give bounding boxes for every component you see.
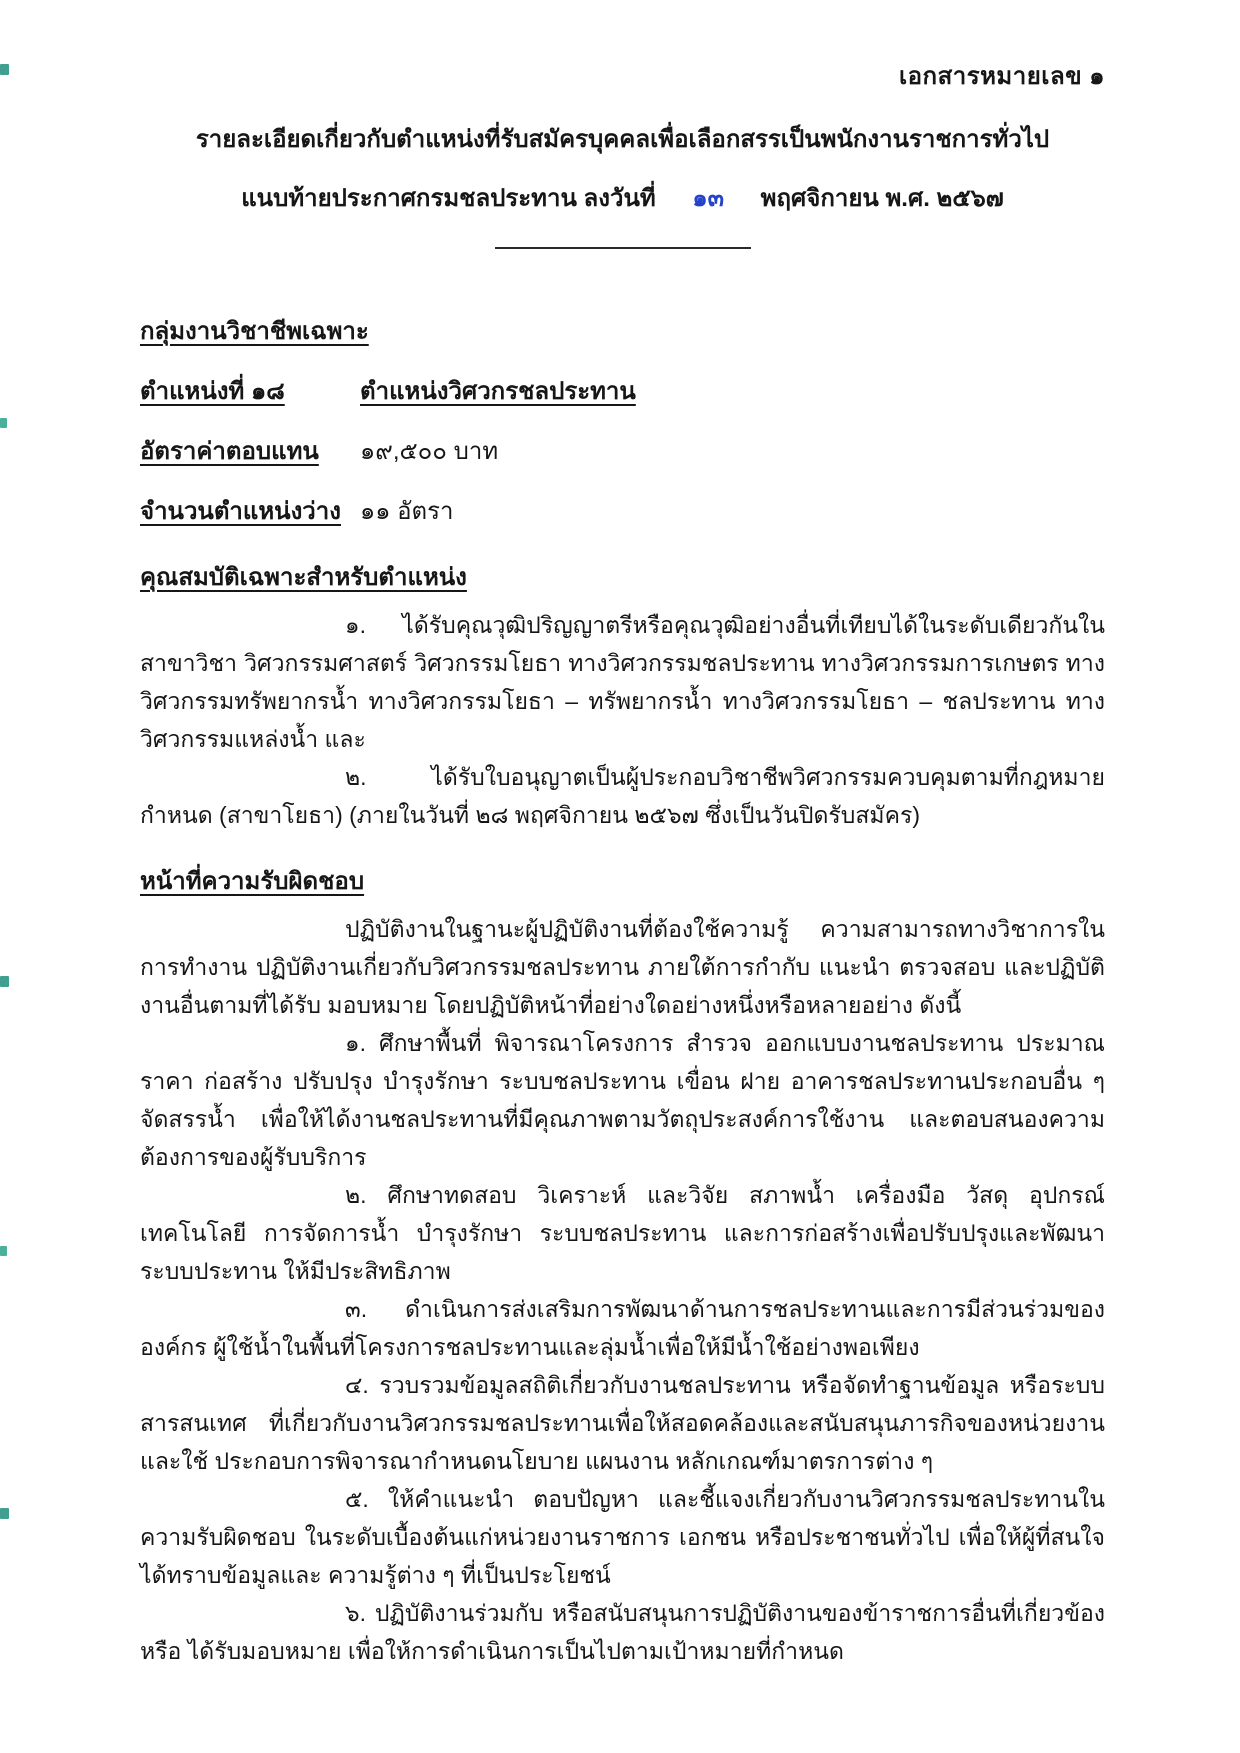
qualifications-heading: คุณสมบัติเฉพาะสำหรับตำแหน่ง <box>140 564 467 591</box>
scan-artifact <box>0 64 9 75</box>
job-group-heading: กลุ่มงานวิชาชีพเฉพาะ <box>140 318 369 345</box>
position-title-value: ตำแหน่งวิศวกรชลประทาน <box>360 378 636 405</box>
scan-artifact <box>0 418 7 428</box>
subtitle-suffix: พฤศจิกายน พ.ศ. ๒๕๖๗ <box>760 185 1004 212</box>
document-body <box>140 311 1105 1670</box>
qualification-item-2: ๒. ได้รับใบอนุญาตเป็นผู้ประกอบวิชาชีพวิศวกรรมควบคุมตามที่กฎหมายกำหนด (สาขาโยธา) (ภายในวันที่ ๒๘ พฤศจิกายน ๒๕๖๗ ซึ่งเป็นวันปิดรับสมัคร) <box>140 764 1105 828</box>
duty-item-5: ๕. ให้คำแนะนำ ตอบปัญหา และชี้แจงเกี่ยวกับงานวิศวกรรมชลประทานในความรับผิดชอบ ในระดับเบื้องต้นแก่หน่วยงานราชการ เอกชน หรือประชาชนทั่วไป เพื่อให้ผู้ที่สนใจได้ทราบข้อมูลและ ความรู้ต่าง ๆ ที่เป็นประโยชน์ <box>140 1486 1105 1588</box>
title-divider-line <box>495 247 751 249</box>
document-number-label: เอกสารหมายเลข ๑ <box>898 63 1105 90</box>
salary-row <box>140 431 1105 470</box>
duties-heading: หน้าที่ความรับผิดชอบ <box>140 868 365 895</box>
position-number-label: ตำแหน่งที่ ๑๘ <box>140 378 285 405</box>
page-title: รายละเอียดเกี่ยวกับตำแหน่งที่รับสมัครบุคคลเพื่อเลือกสรรเป็นพนักงานราชการทั่วไป <box>195 126 1050 153</box>
position-row <box>140 371 1105 410</box>
page-subtitle <box>140 178 1105 217</box>
scan-artifact <box>0 1246 7 1256</box>
vacancy-label: จำนวนตำแหน่งว่าง <box>140 498 341 525</box>
salary-label: อัตราค่าตอบแทน <box>140 438 319 465</box>
duty-item-3: ๓. ดำเนินการส่งเสริมการพัฒนาด้านการชลประทานและการมีส่วนร่วมขององค์กร ผู้ใช้น้ำในพื้นที่โครงการชลประทานและลุ่มน้ำเพื่อให้มีน้ำใช้อย่างพอเพียง <box>140 1296 1105 1360</box>
vacancy-value: ๑๑ อัตรา <box>360 498 454 525</box>
scan-artifact <box>0 1508 9 1519</box>
vacancy-row <box>140 491 1105 530</box>
scan-artifact <box>0 976 9 987</box>
duty-item-1: ๑. ศึกษาพื้นที่ พิจารณาโครงการ สำรวจ ออกแบบงานชลประทาน ประมาณราคา ก่อสร้าง ปรับปรุง บำรุงรักษา ระบบชลประทาน เขื่อน ฝาย อาคารชลประทานประกอบอื่น ๆ จัดสรรน้ำ เพื่อให้ได้งานชลประทานที่มีคุณภาพตามวัตถุประสงค์การใช้งาน และตอบสนองความต้องการของผู้รับบริการ <box>140 1030 1105 1170</box>
duty-item-4: ๔. รวบรวมข้อมูลสถิติเกี่ยวกับงานชลประทาน หรือจัดทำฐานข้อมูล หรือระบบ สารสนเทศ ที่เกี่ยวกับงานวิศวกรรมชลประทานเพื่อให้สอดคล้องและสนับสนุนภารกิจของหน่วยงาน และใช้ ประกอบการพิจารณากำหนดนโยบาย แผนงาน หลักเกณฑ์มาตรการต่าง ๆ <box>140 1372 1105 1474</box>
handwritten-date: ๑๓ <box>692 185 724 212</box>
duties-intro: ปฏิบัติงานในฐานะผู้ปฏิบัติงานที่ต้องใช้ความรู้ ความสามารถทางวิชาการในการทำงาน ปฏิบัติงานเกี่ยวกับวิศวกรรมชลประทาน ภายใต้การกำกับ แนะนำ ตรวจสอบ และปฏิบัติงานอื่นตามที่ได้รับ มอบหมาย โดยปฏิบัติหน้าที่อย่างใดอย่างหนึ่งหรือหลายอย่าง ดังนี้ <box>140 916 1105 1018</box>
qualification-item-1: ๑. ได้รับคุณวุฒิปริญญาตรีหรือคุณวุฒิอย่างอื่นที่เทียบได้ในระดับเดียวกันในสาขาวิชา วิศวกรรมศาสตร์ วิศวกรรมโยธา ทางวิศวกรรมชลประทาน ทางวิศวกรรมการเกษตร ทางวิศวกรรมทรัพยากรน้ำ ทางวิศวกรรมโยธา – ทรัพยากรน้ำ ทางวิศวกรรมโยธา – ชลประทาน ทางวิศวกรรมแหล่งน้ำ และ <box>140 612 1105 752</box>
duty-item-6: ๖. ปฏิบัติงานร่วมกับ หรือสนับสนุนการปฏิบัติงานของข้าราชการอื่นที่เกี่ยวข้อง หรือ ได้รับมอบหมาย เพื่อให้การดำเนินการเป็นไปตามเป้าหมายที่กำหนด <box>140 1600 1105 1664</box>
duty-item-2: ๒. ศึกษาทดสอบ วิเคราะห์ และวิจัย สภาพน้ำ เครื่องมือ วัสดุ อุปกรณ์เทคโนโลยี การจัดการน้ำ บำรุงรักษา ระบบชลประทาน และการก่อสร้างเพื่อปรับปรุงและพัฒนาระบบประทาน ให้มีประสิทธิภาพ <box>140 1182 1105 1284</box>
salary-value: ๑๙,๕๐๐ บาท <box>360 438 499 465</box>
subtitle-prefix: แนบท้ายประกาศกรมชลประทาน ลงวันที่ <box>241 185 656 212</box>
